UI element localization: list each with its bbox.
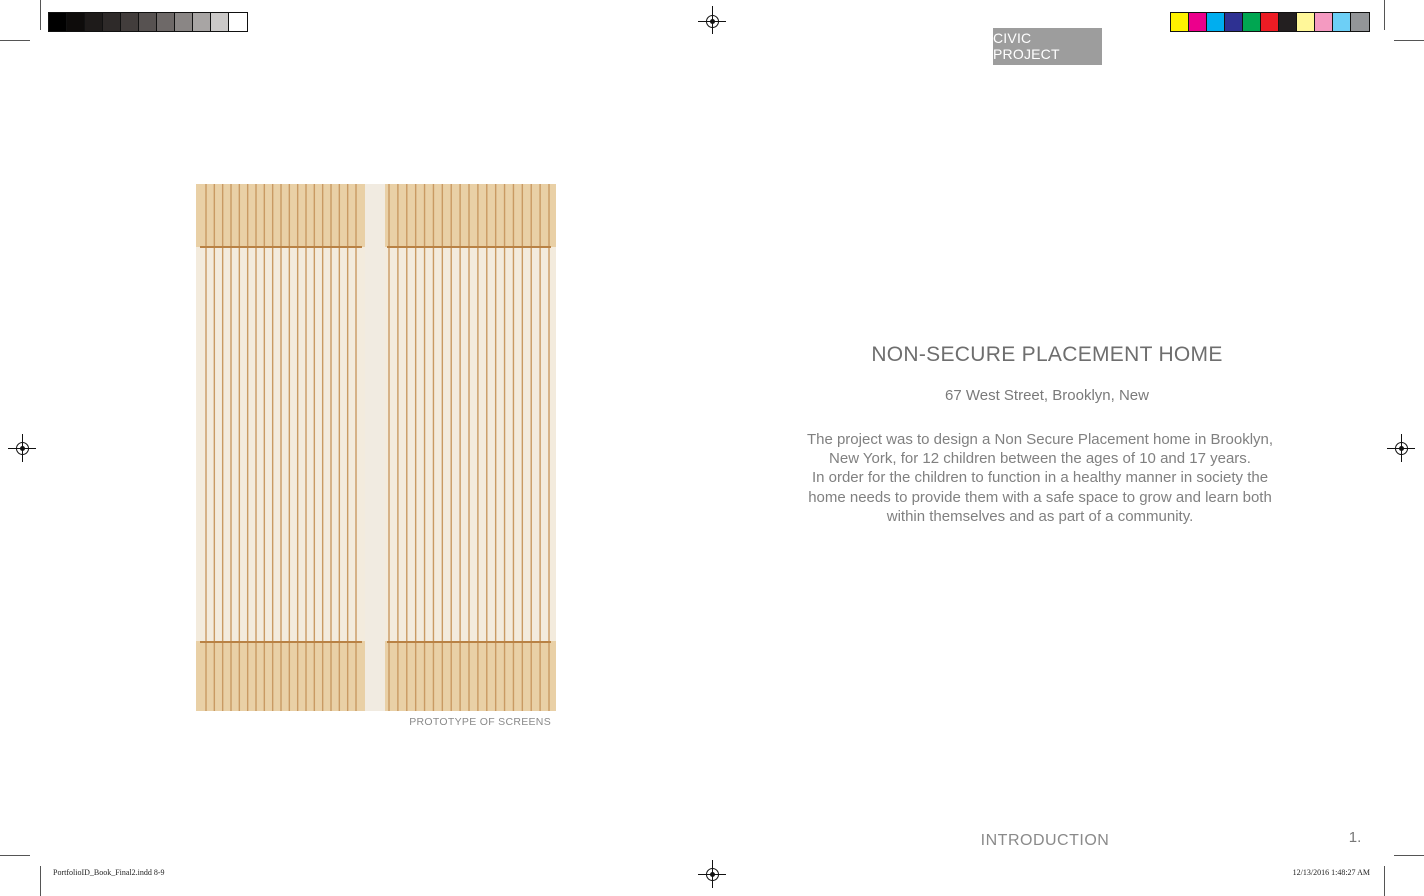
crop-mark-bottom-left-h: [0, 855, 30, 856]
process-color-swatch: [1261, 13, 1279, 31]
description-paragraph: In order for the children to function in a healthy manner in society the home needs to provide them with a safe space to grow and learn both within themselves and as part of a community.: [808, 469, 1272, 525]
grayscale-swatch: [229, 13, 247, 31]
grayscale-swatch: [121, 13, 139, 31]
slug-filename: PortfolioID_Book_Final2.indd 8-9: [53, 868, 165, 877]
project-address: 67 West Street, Brooklyn, New: [945, 387, 1149, 404]
process-color-swatch: [1315, 13, 1333, 31]
process-color-swatch: [1171, 13, 1189, 31]
registration-mark-top: [706, 15, 719, 28]
photo-caption: PROTOTYPE OF SCREENS: [409, 716, 551, 728]
crop-mark-top-right-h: [1394, 40, 1424, 41]
crop-mark-bottom-left-v: [40, 866, 41, 896]
page-number: 1.: [1348, 829, 1362, 846]
process-color-swatch: [1243, 13, 1261, 31]
grayscale-swatch: [67, 13, 85, 31]
grayscale-color-bar: [48, 12, 248, 32]
grayscale-swatch: [211, 13, 229, 31]
registration-mark-bottom: [706, 868, 719, 881]
process-color-swatch: [1297, 13, 1315, 31]
grayscale-swatch: [49, 13, 67, 31]
grayscale-swatch: [103, 13, 121, 31]
process-color-swatch: [1279, 13, 1297, 31]
grayscale-swatch: [157, 13, 175, 31]
process-color-swatch: [1333, 13, 1351, 31]
registration-mark-right: [1395, 442, 1408, 455]
screen-panel-right: [385, 184, 556, 711]
crop-mark-bottom-right-v: [1384, 866, 1385, 896]
process-color-bar: [1170, 12, 1370, 32]
grayscale-swatch: [85, 13, 103, 31]
crop-mark-top-left-v: [40, 0, 41, 30]
crop-mark-top-right-v: [1384, 0, 1385, 30]
grayscale-swatch: [139, 13, 157, 31]
prototype-photo: [196, 184, 556, 711]
process-color-swatch: [1189, 13, 1207, 31]
process-color-swatch: [1351, 13, 1369, 31]
screen-panel-left: [196, 184, 365, 711]
grayscale-swatch: [193, 13, 211, 31]
crop-mark-bottom-right-h: [1394, 855, 1424, 856]
project-title: NON-SECURE PLACEMENT HOME: [871, 343, 1223, 366]
section-tab: CIVIC PROJECT: [993, 28, 1102, 65]
section-footer-label: INTRODUCTION: [980, 832, 1110, 849]
crop-mark-top-left-h: [0, 40, 30, 41]
process-color-swatch: [1207, 13, 1225, 31]
slug-timestamp: 12/13/2016 1:48:27 AM: [1292, 868, 1370, 877]
project-description: [800, 430, 1280, 526]
registration-mark-left: [16, 442, 29, 455]
description-paragraph: The project was to design a Non Secure Placement home in Brooklyn, New York, for 12 children between the ages of 10 and 17 years.: [806, 431, 1274, 468]
process-color-swatch: [1225, 13, 1243, 31]
grayscale-swatch: [175, 13, 193, 31]
screen-slats-left: [196, 184, 365, 711]
screen-slats-right: [385, 184, 556, 711]
